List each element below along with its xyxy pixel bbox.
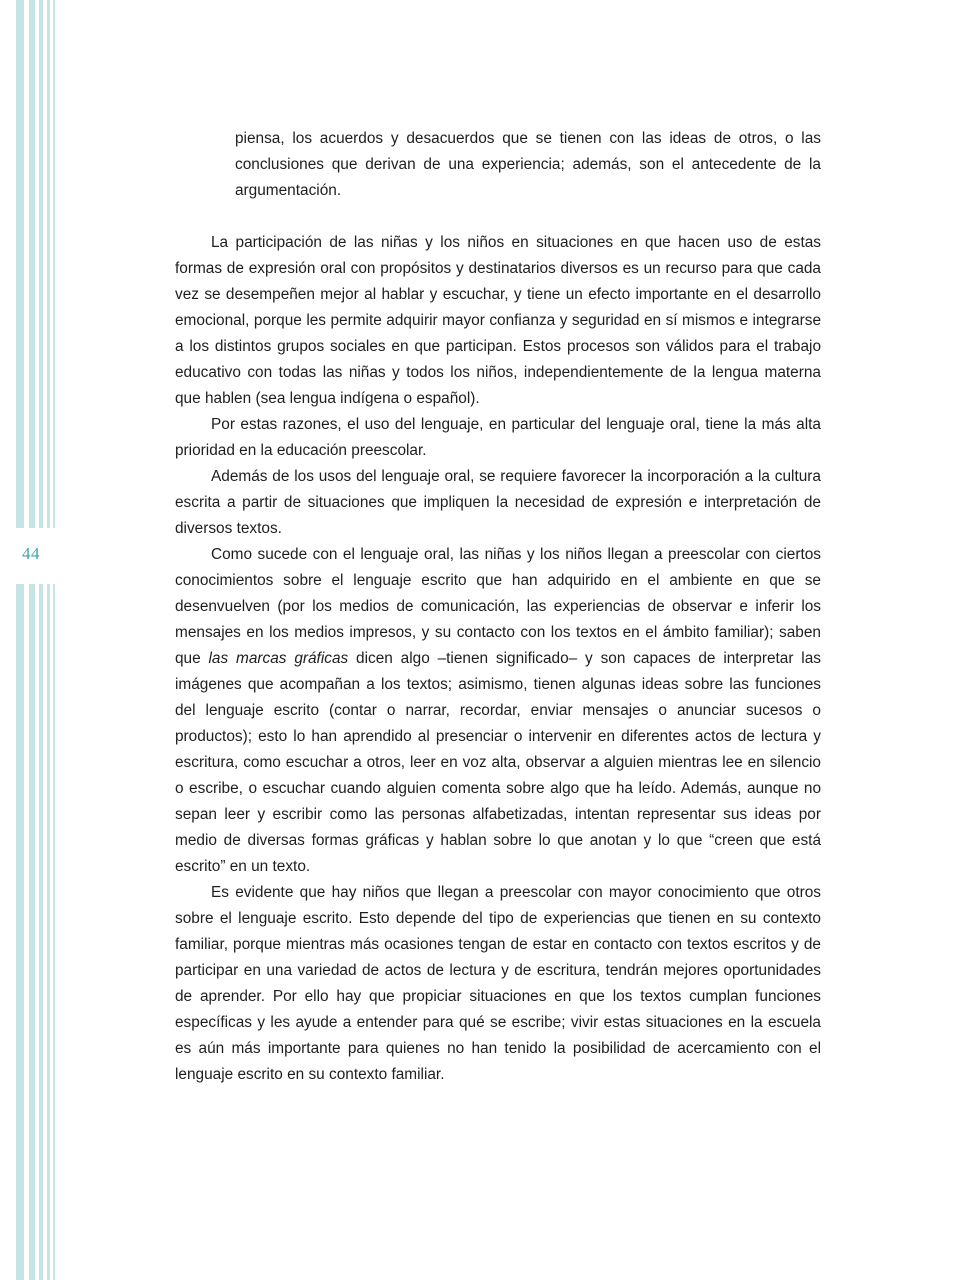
margin-stripe [53, 584, 55, 1280]
margin-stripe [39, 0, 43, 528]
paragraph: La participación de las niñas y los niños en situaciones en que hacen uso de estas formas de expresión oral con propósitos y destinatarios diversos es un recurso para que cada vez se desempeñen mejor al hablar y escuchar, y tiene un efecto importante en el desarrollo emocional, porque les permite adquirir mayor confianza y seguridad en sí mismos e integrarse a los distintos grupos sociales en que participan. Estos procesos son válidos para el trabajo educativo con todas las niñas y todos los niños, independientemente de la lengua materna que hablen (sea lengua indígena o español). [175, 234, 821, 407]
margin-stripe [47, 0, 50, 528]
margin-stripe [53, 0, 55, 528]
paragraph: Además de los usos del lenguaje oral, se requiere favorecer la incorporación a la cultura escrita a partir de situaciones que impliquen la necesidad de expresión e interpretación de diversos textos. [175, 468, 821, 537]
margin-stripe [29, 0, 35, 528]
margin-stripe [39, 584, 43, 1280]
body-text [175, 126, 821, 1088]
page-number: 44 [22, 544, 40, 563]
margin-stripe [16, 0, 24, 528]
margin-stripe [16, 584, 24, 1280]
margin-stripe [29, 584, 35, 1280]
paragraph-text: dicen algo –tienen significado– y son capaces de interpretar las imágenes que acompañan a los textos; asimismo, tienen algunas ideas sobre las funciones del lenguaje escrito (contar o narrar, recordar, enviar mensajes o anunciar sucesos o productos); esto lo han aprendido al presenciar o intervenir en diferentes actos de lectura y escritura, como escuchar a otros, leer en voz alta, observar a alguien mientras lee en silencio o escribe, o escuchar cuando alguien comenta sobre algo que ha leído. Además, aunque no sepan leer y escribir como las personas alfabetizadas, intentan representar sus ideas por medio de diversas formas gráficas y hablan sobre lo que anotan y lo que “creen que está escrito” en un texto. [175, 650, 821, 875]
decorative-margin-stripes [0, 0, 60, 1280]
paragraph [175, 542, 821, 880]
paragraph: Por estas razones, el uso del lenguaje, en particular del lenguaje oral, tiene la más alta prioridad en la educación preescolar. [175, 416, 821, 459]
margin-stripe [47, 584, 50, 1280]
paragraph-text: Como sucede con el lenguaje oral, las niñas y los niños llegan a preescolar con ciertos conocimientos sobre el lenguaje escrito que han adquirido en el ambiente en que se desenvuelven (por los medios de comunicación, las experiencias de observar e inferir los mensajes en los medios impresos, y su contacto con los textos en el ámbito familiar); saben que [175, 546, 821, 667]
paragraph: Es evidente que hay niños que llegan a preescolar con mayor conocimiento que otros sobre el lenguaje escrito. Esto depende del tipo de experiencias que tienen en su contexto familiar, porque mientras más ocasiones tengan de estar en contacto con textos escritos y de participar en una variedad de actos de lectura y de escritura, tendrán mejores oportunidades de aprender. Por ello hay que propiciar situaciones en que los textos cumplan funciones específicas y les ayude a entender para qué se escribe; vivir estas situaciones en la escuela es aún más importante para quienes no han tenido la posibilidad de acercamiento con el lenguaje escrito en su contexto familiar. [175, 884, 821, 1083]
quote-continuation: piensa, los acuerdos y desacuerdos que se tienen con las ideas de otros, o las conclusiones que derivan de una experiencia; además, son el antecedente de la argumentación. [235, 130, 821, 199]
emphasized-term: las marcas gráficas [208, 650, 349, 667]
